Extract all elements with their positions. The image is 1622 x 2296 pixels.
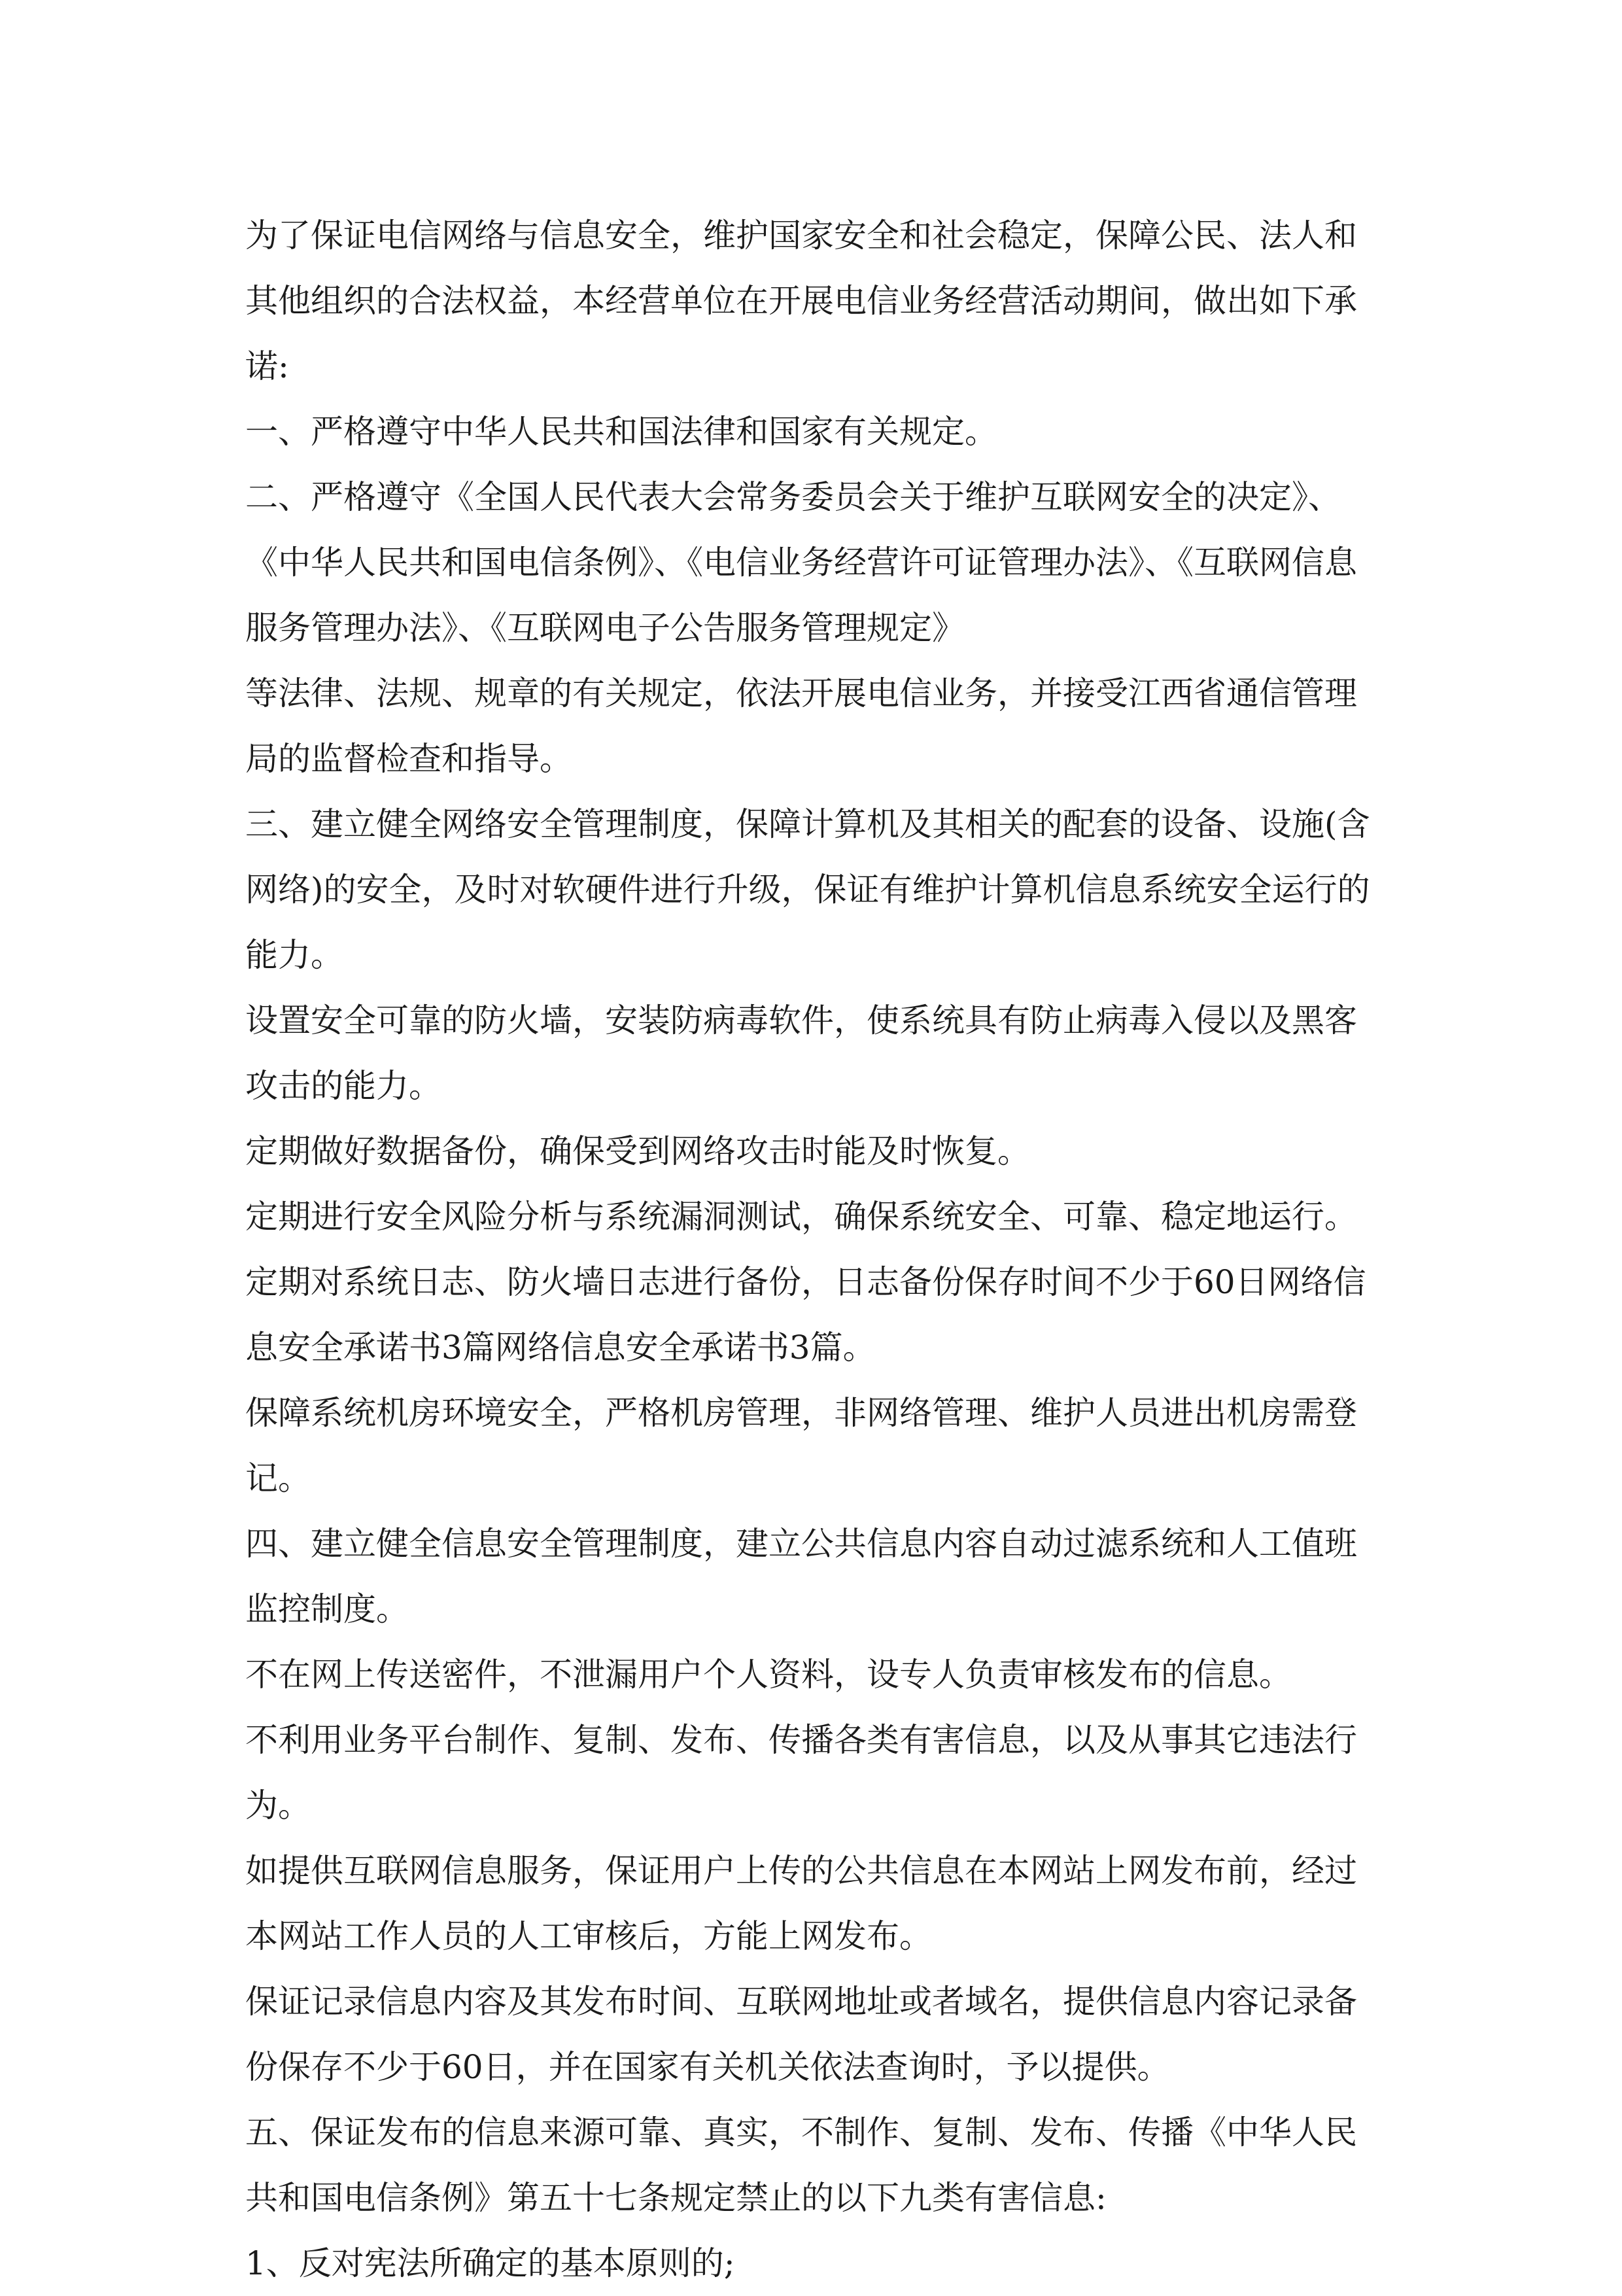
paragraph-item-1: 一、严格遵守中华人民共和国法律和国家有关规定。 (245, 413, 997, 451)
paragraph-confidential: 不在网上传送密件，不泄漏用户个人资料，设专人负责审核发布的信息。 (245, 1656, 1292, 1694)
paragraph-risk-analysis: 定期进行安全风险分析与系统漏洞测试，确保系统安全、可靠、稳定地运行。 (245, 1198, 1357, 1236)
paragraph-backup: 定期做好数据备份，确保受到网络攻击时能及时恢复。 (245, 1132, 1030, 1170)
paragraph-no-harmful-use: 不利用业务平台制作、复制、发布、传播各类有害信息，以及从事其它违法行为。 (245, 1721, 1357, 1824)
paragraph-record-keeping: 保证记录信息内容及其发布时间、互联网地址或者域名，提供信息内容记录备份保存不少于60日，并在国家有关机关依法查询时，予以提供。 (245, 1983, 1357, 2086)
paragraph-intro: 为了保证电信网络与信息安全，维护国家安全和社会稳定，保障公民、法人和其他组织的合法权益，本经营单位在开展电信业务经营活动期间，做出如下承诺: (245, 217, 1357, 385)
paragraph-item-2-continued: 等法律、法规、规章的有关规定，依法开展电信业务，并接受江西省通信管理局的监督检查和指导。 (245, 674, 1357, 778)
paragraph-list-1: 1、反对宪法所确定的基本原则的; (245, 2244, 735, 2282)
document-body (245, 203, 1380, 2296)
paragraph-item-3: 三、建立健全网络安全管理制度，保障计算机及其相关的配套的设备、设施(含网络)的安全，及时对软硬件进行升级，保证有维护计算机信息系统安全运行的能力。 (245, 805, 1370, 974)
paragraph-item-2: 二、严格遵守《全国人民代表大会常务委员会关于维护互联网安全的决定》、《中华人民共和国电信条例》、《电信业务经营许可证管理办法》、《互联网信息服务管理办法》、《互联网电子公告服务管理规定》 (245, 478, 1357, 647)
paragraph-item-4: 四、建立健全信息安全管理制度，建立公共信息内容自动过滤系统和人工值班监控制度。 (245, 1525, 1357, 1628)
paragraph-server-room: 保障系统机房环境安全，严格机房管理，非网络管理、维护人员进出机房需登记。 (245, 1394, 1357, 1497)
paragraph-firewall: 设置安全可靠的防火墙，安装防病毒软件，使系统具有防止病毒入侵以及黑客攻击的能力。 (245, 1001, 1357, 1105)
paragraph-review: 如提供互联网信息服务，保证用户上传的公共信息在本网站上网发布前，经过本网站工作人员的人工审核后，方能上网发布。 (245, 1852, 1357, 1955)
paragraph-item-5: 五、保证发布的信息来源可靠、真实，不制作、复制、发布、传播《中华人民共和国电信条例》第五十七条规定禁止的以下九类有害信息: (245, 2113, 1357, 2217)
paragraph-log-backup: 定期对系统日志、防火墙日志进行备份，日志备份保存时间不少于60日网络信息安全承诺书3篇网络信息安全承诺书3篇。 (245, 1263, 1366, 1366)
